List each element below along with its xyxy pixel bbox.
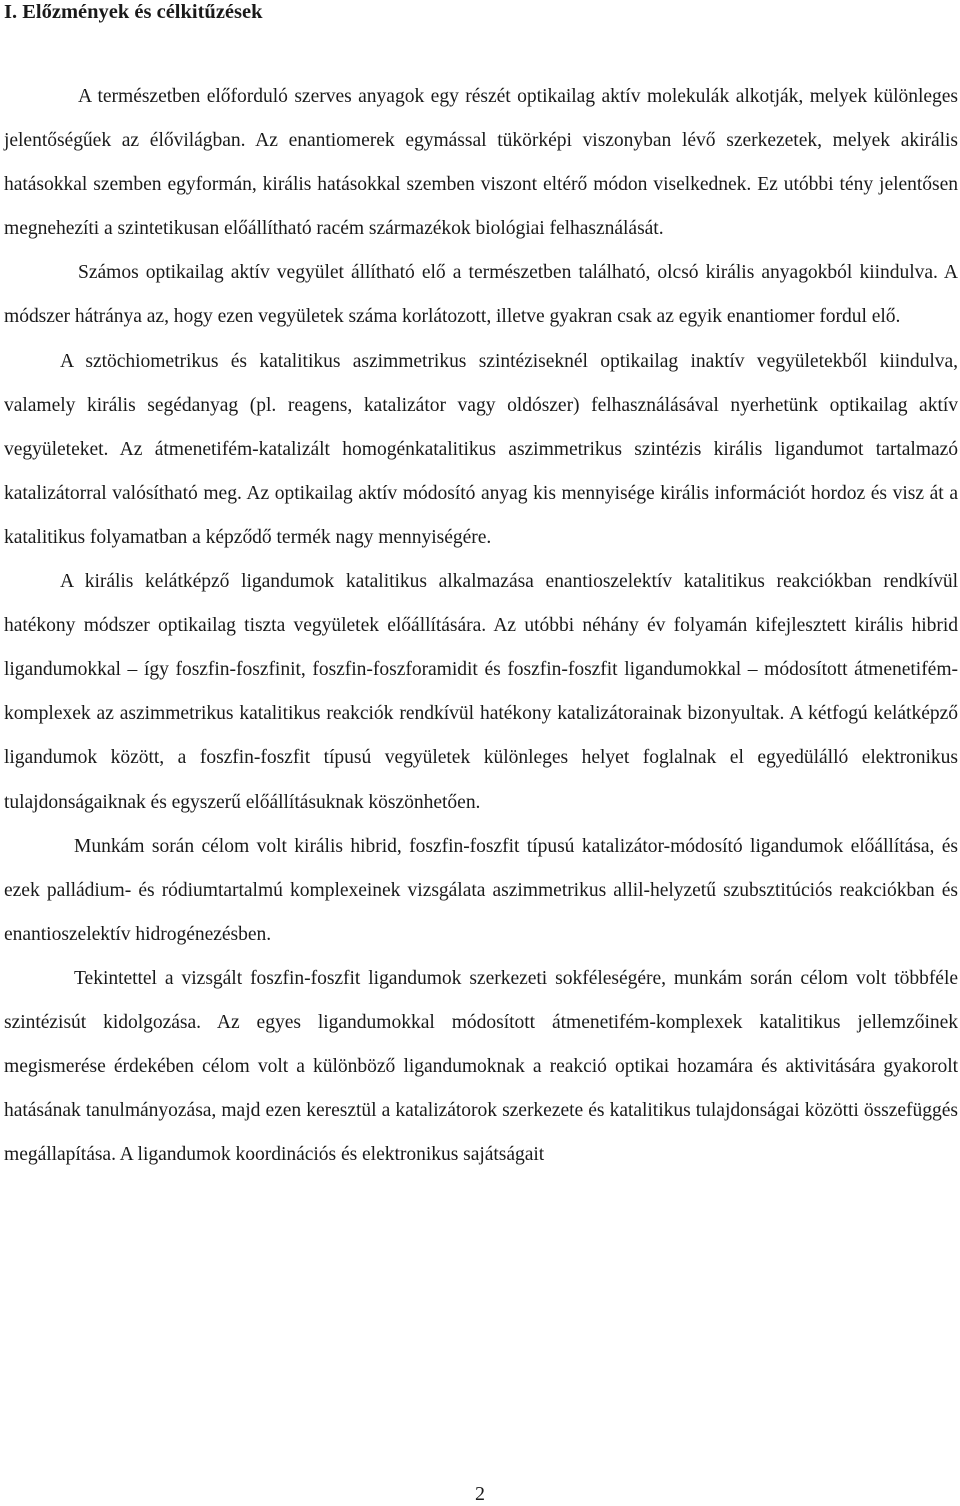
- paragraph-intro: A természetben előforduló szerves anyagok egy részét optikailag aktív molekulák alkotják, melyek különleges jelentőségűek az élővilágban. Az enantiomerek egymással tükörképi viszonyban lévő szerkezetek, melyek akirális hatásokkal szemben egyformán, királis hatásokkal szemben viszont eltérő módon viselkednek. Ez utóbbi tény jelentősen megnehezíti a szintetikusan előállítható racém származékok biológiai felhasználását.: [4, 86, 958, 240]
- document-body: [4, 75, 958, 1177]
- paragraph-aims: Munkám során célom volt királis hibrid, foszfin-foszfit típusú katalizátor-módosító ligandumok előállítása, és ezek palládium- és ródiumtartalmú komplexeinek vizsgálata aszimmetrikus allil-helyzetű szubsztitúciós reakciókban és enantioszelektív hidrogénezésben.: [4, 835, 958, 945]
- paragraph-asymmetric-synthesis: A sztöchiometrikus és katalitikus aszimmetrikus szintéziseknél optikailag inaktív vegyületekből kiindulva, valamely királis segédanyag (pl. reagens, katalizátor vagy oldószer) felhasználásával nyerhetünk optikailag aktív vegyületeket. Az átmenetifém-katalizált homogénkatalitikus aszimmetrikus szintézis királis ligandumot tartalmazó katalizátorral valósítható meg. Az optikailag aktív módosító anyag kis mennyisége királis információt hordoz és visz át a katalitikus folyamatban a képződő termék nagy mennyiségére.: [4, 350, 958, 548]
- paragraph-chelating-ligands: A királis kelátképző ligandumok katalitikus alkalmazása enantioszelektív katalitikus reakciókban rendkívül hatékony módszer optikailag tiszta vegyületek előállítására. Az utóbbi néhány év folyamán kifejlesztett királis hibrid ligandumokkal – így foszfin-foszfinit, foszfin-foszforamidit és foszfin-foszfit ligandumokkal – módosított átmenetifém-komplexek az aszimmetrikus katalitikus reakciók rendkívül hatékony katalizátorainak bizonyultak. A kétfogú kelátképző ligandumok között, a foszfin-foszfit típusú vegyületek különleges helyet foglalnak el egyedülálló elektronikus tulajdonságaiknak és egyszerű előállításuknak köszönhetően.: [4, 571, 958, 813]
- page-number: 2: [475, 1483, 485, 1505]
- paragraph-synthesis-routes: Tekintettel a vizsgált foszfin-foszfit ligandumok szerkezeti sokféleségére, munkám során célom volt többféle szintézisút kidolgozása. Az egyes ligandumokkal módosított átmenetifém-komplexek katalitikus jellemzőinek megismerése érdekében célom volt a különböző ligandumoknak a reakció optikai hozamára és aktivitására gyakorolt hatásának tanulmányozása, majd ezen keresztül a katalizátorok szerkezete és katalitikus tulajdonságai közötti összefüggés megállapítása. A ligandumok koordinációs és elektronikus sajátságait: [4, 967, 958, 1166]
- section-heading: I. Előzmények és célkitűzések: [4, 1, 263, 23]
- paragraph-natural-sources: Számos optikailag aktív vegyület állítható elő a természetben található, olcsó királis anyagokból kiindulva. A módszer hátránya az, hogy ezen vegyületek száma korlátozott, illetve gyakran csak az egyik enantiomer fordul elő.: [4, 262, 958, 328]
